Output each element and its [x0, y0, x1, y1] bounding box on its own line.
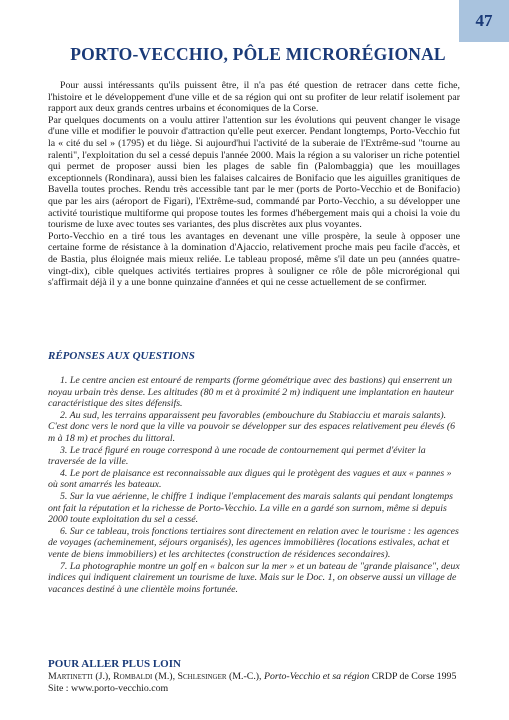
answer-item: 3. Le tracé figuré en rouge correspond à une rocade de contournement qui permet d'éviter la traversée de la ville. [48, 444, 426, 468]
page-number: 47 [459, 0, 509, 42]
answer-item: 4. Le port de plaisance est reconnaissable aux digues qui le protègent des vagues et aux « pannes » où sont amarrés les bateaux. [48, 467, 452, 491]
reference-work: Porto-Vecchio et sa région [264, 671, 370, 682]
answers-list [48, 375, 460, 595]
answer-item: 5. Sur la vue aérienne, le chiffre 1 indique l'emplacement des marais salants qui pendant longtemps ont fait la réputation et la richesse de Porto-Vecchio. La ville en a gardé son surnom, même si depuis 2000 toute exploitation du sel a cessé. [48, 490, 453, 526]
reference-authors: Martinetti (J.), Rombaldi (M.), Schlesinger (M.-C.), [48, 671, 262, 682]
answer-item: 6. Sur ce tableau, trois fonctions tertiaires sont directement en relation avec le tourisme : les agences de voyages (acheminement, séjours organisés), les agences immobilières (locations estivales, achat et vente de biens immobiliers) et les architectes (construction de résidences secondaires). [48, 525, 459, 560]
intro-paragraph: Pour aussi intéressants qu'ils puissent être, il n'a pas été question de retracer dans cette fiche, l'histoire et le développement d'une ville et de sa région qui ont su profiter de leur relatif isolement par rapport aux deux grands centres urbains et économiques de la Corse. [48, 80, 460, 115]
answer-item: 1. Le centre ancien est entouré de remparts (forme géométrique avec des bastions) qui enserrent un noyau urbain très dense. Les altitudes (80 m et à proximité 2 m) indiquent une implantation en hauteur caractéristique des sites défensifs. [48, 375, 454, 410]
page-title: PORTO-VECCHIO, PÔLE MICRORÉGIONAL [70, 44, 446, 64]
references [48, 671, 468, 695]
intro-paragraph: Par quelques documents on a voulu attirer l'attention sur les évolutions qui peuvent changer le visage d'une ville et modifier le pouvoir d'attraction qu'elle peut exercer. Pendant longtemps, Porto-Vecchio fut la « cité du sel » (1795) et du liège. Si aujourd'hui l'activité de la suberaie de l'Extrême-sud "tourne au ralenti", l'exploitation du sel a cessé depuis l'année 2000. Mais la région a su valoriser un riche potentiel qui permet de proposer aussi bien les plages de sable fin (Palombaggia) que les mouillages exceptionnels (Rondinara), aussi bien les falaises calcaires de Bonifacio que les aiguilles granitiques de Bavella toutes proches. Rendu très accessible tant par le mer (ports de Porto-Vecchio et de Bonifacio) que par les airs (aéroport de Figari), l'Extrême-sud, commandé par Porto-Vecchio, a su développer une activité touristique multiforme qui propose toutes les formes d'hébergement mais qui a choisi la voie du tourisme de luxe avec toutes ses variantes, des plus discrètes aux plus voyantes. [48, 114, 460, 231]
intro-paragraph: Porto-Vecchio en a tiré tous les avantages en devenant une ville prospère, la seule à opposer une certaine forme de résistance à la domination d'Ajaccio, relativement proche mais peu facile d'accès, et de Bastia, plus éloignée mais mieux reliée. Le tableau proposé, même s'il date un peu (années quatre-vingt-dix), cible quelques activités tertiaires propres à souligner ce rôle de pôle microrégional qui s'affirmait déjà il y a une bonne quinzaine d'années et qui ne cesse actuellement de se confirmer. [48, 230, 460, 289]
answers-heading: RÉPONSES AUX QUESTIONS [48, 350, 195, 362]
intro-text [48, 80, 460, 289]
answer-item: 2. Au sud, les terrains apparaissent peu favorables (embouchure du Stabiacciu et marais salants). C'est donc vers le nord que la ville va pouvoir se développer sur des espaces relativement peu élevés (6 m à 18 m) et proches du littoral. [48, 409, 456, 444]
answer-item: 7. La photographie montre un golf en « balcon sur la mer » et un bateau de "grande plaisance", deux indices qui indiquent clairement un tourisme de luxe. Mais sur le Doc. 1, on observe aussi un village de vacances destiné à une clientèle moins fortunée. [48, 560, 460, 595]
reference-publisher: CRDP de Corse 1995 [371, 671, 457, 682]
further-reading-heading: POUR ALLER PLUS LOIN [48, 658, 181, 670]
reference-line [48, 671, 468, 683]
website-link[interactable]: Site : www.porto-vecchio.com [48, 683, 169, 694]
